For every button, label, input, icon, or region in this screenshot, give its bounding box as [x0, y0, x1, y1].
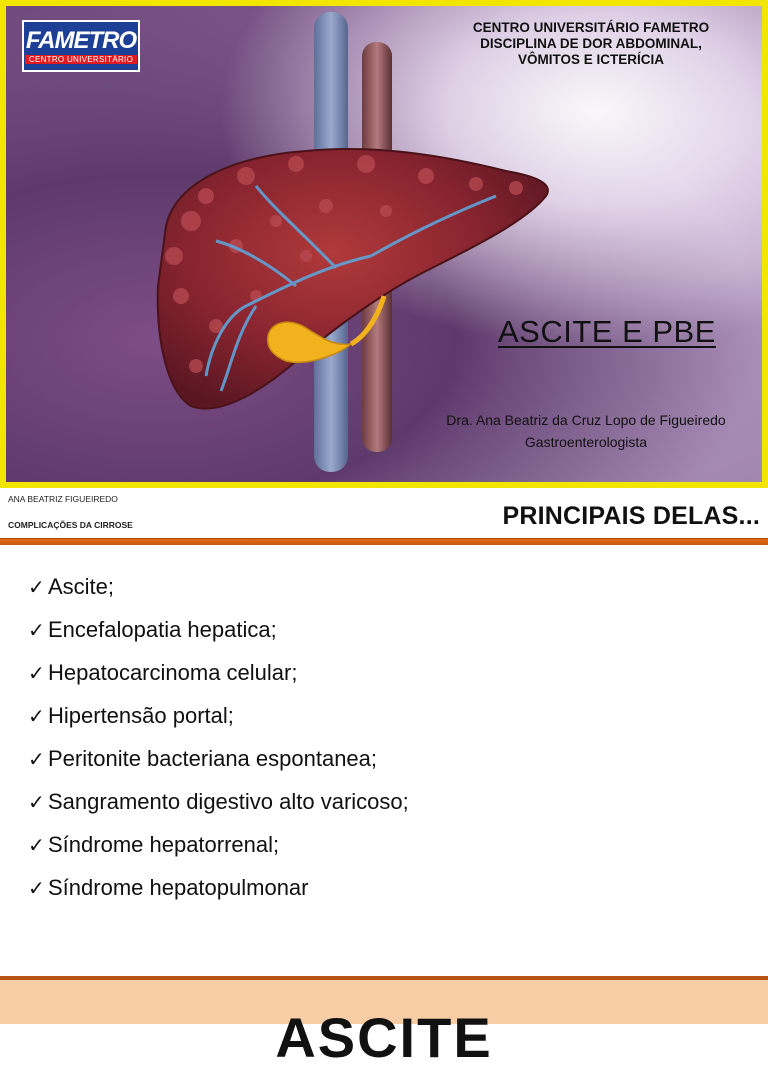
list-item-text: Encefalopatia hepatica; — [48, 617, 277, 642]
slide-title: ASCITE — [275, 1006, 493, 1069]
list-item-text: Peritonite bacteriana espontanea; — [48, 746, 378, 771]
author-role: Gastroenterologista — [524, 434, 648, 450]
list-item-text: Sangramento digestivo alto varicoso; — [48, 789, 409, 814]
fametro-logo — [22, 20, 140, 72]
slide-author: ANA BEATRIZ FIGUEIREDO — [8, 494, 118, 504]
list-item-text: Ascite; — [48, 574, 115, 599]
institution-header — [426, 20, 756, 68]
check-icon: ✓ — [28, 749, 45, 771]
presentation-title: ASCITE E PBE — [498, 314, 716, 349]
author-name: Dra. Ana Beatriz da Cruz Lopo de Figueiredo — [446, 412, 726, 428]
list-item-text: Hipertensão portal; — [48, 703, 234, 728]
logo-wordmark: FAMETRO — [25, 26, 137, 54]
list-item-text: Síndrome hepatopulmonar — [48, 875, 309, 900]
list-item — [28, 867, 409, 910]
check-icon: ✓ — [28, 835, 45, 857]
list-item — [28, 652, 409, 695]
list-item — [28, 738, 409, 781]
check-icon: ✓ — [28, 577, 45, 599]
complications-list — [28, 566, 409, 910]
liver-shape — [158, 149, 548, 409]
logo-tagline: CENTRO UNIVERSITÁRIO — [25, 55, 137, 64]
institution-line: CENTRO UNIVERSITÁRIO FAMETRO — [472, 20, 710, 35]
title-slide — [0, 0, 768, 488]
header-divider — [0, 538, 768, 545]
complications-slide — [0, 488, 768, 958]
list-item — [28, 566, 409, 609]
list-item — [28, 695, 409, 738]
author-block — [421, 409, 751, 453]
check-icon: ✓ — [28, 792, 45, 814]
list-item — [28, 609, 409, 652]
list-item — [28, 781, 409, 824]
check-icon: ✓ — [28, 706, 45, 728]
list-item-text: Síndrome hepatorrenal; — [48, 832, 280, 857]
check-icon: ✓ — [28, 620, 45, 642]
ascite-slide — [0, 976, 768, 1069]
check-icon: ✓ — [28, 663, 45, 685]
slide-title: PRINCIPAIS DELAS... — [502, 502, 760, 530]
list-item-text: Hepatocarcinoma celular; — [48, 660, 298, 685]
institution-line: DISCIPLINA DE DOR ABDOMINAL, — [480, 36, 702, 51]
list-item — [28, 824, 409, 867]
institution-line: VÔMITOS E ICTERÍCIA — [517, 52, 664, 67]
check-icon: ✓ — [28, 878, 45, 900]
slide-topic: COMPLICAÇÕES DA CIRROSE — [8, 520, 133, 530]
